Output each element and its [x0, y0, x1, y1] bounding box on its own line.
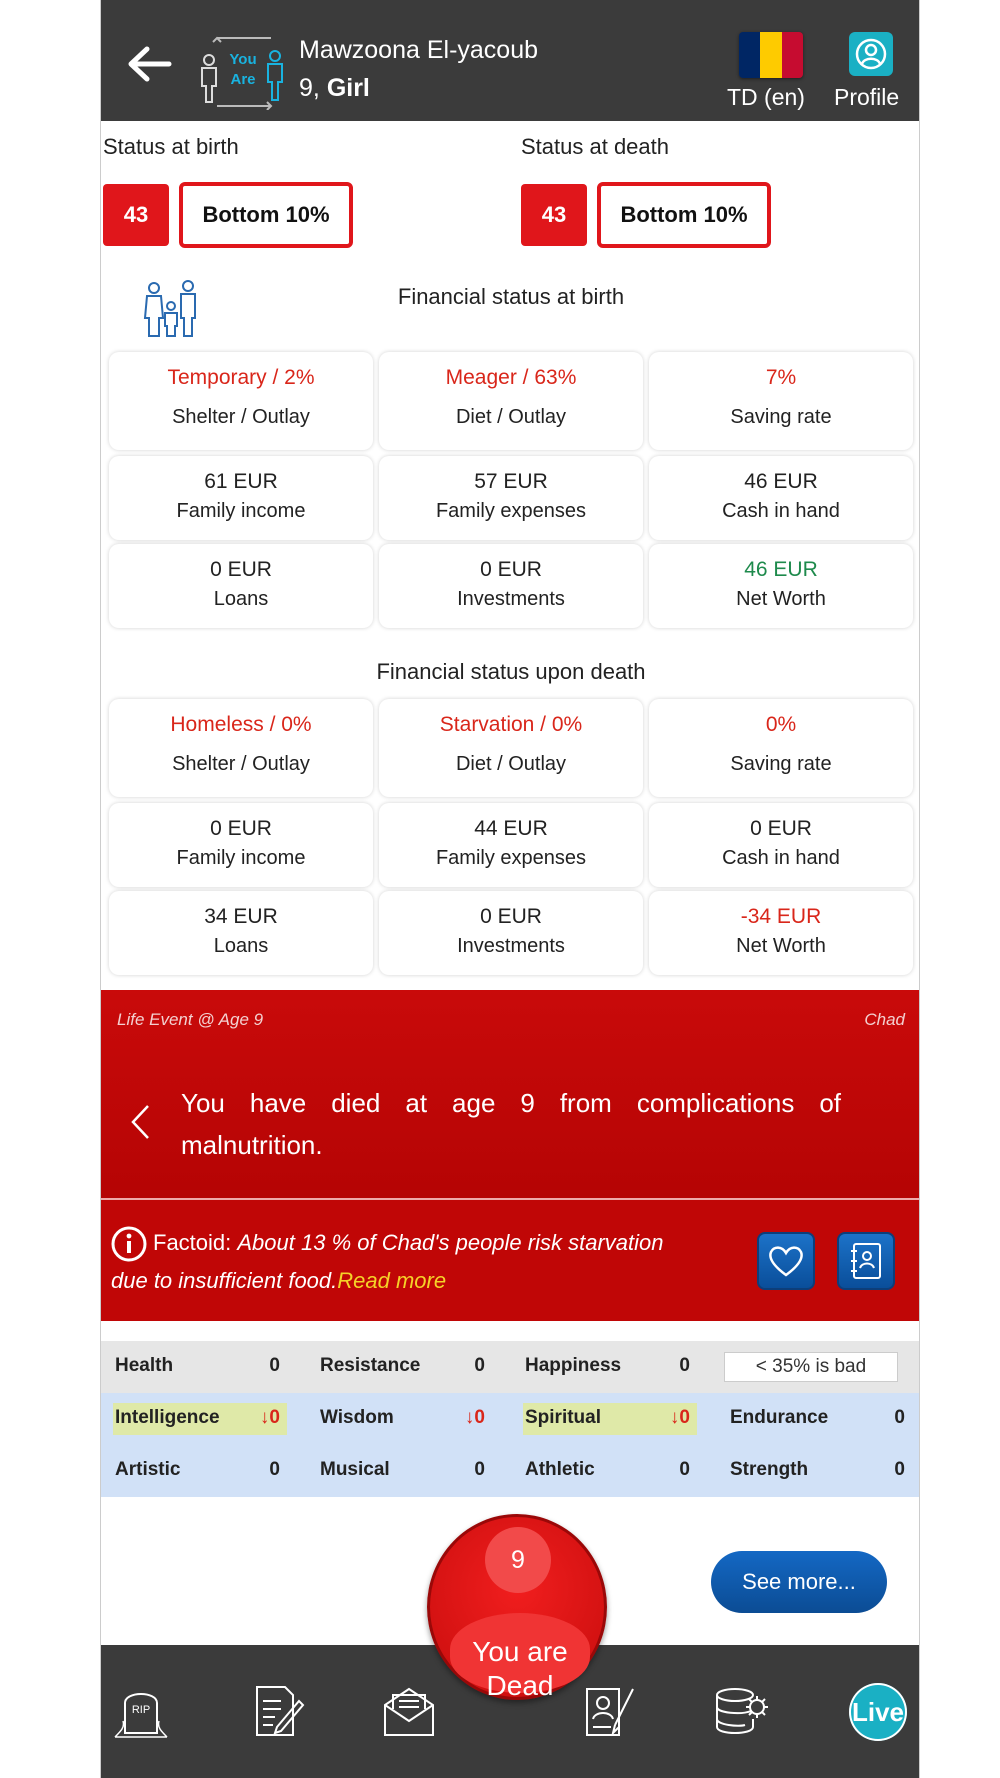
death-saving-cell: 0% Saving rate	[649, 699, 913, 797]
financial-death-title: Financial status upon death	[376, 659, 646, 684]
attr-intelligence: Intelligence ↓0	[101, 1393, 306, 1445]
life-event-country: Chad	[864, 1010, 905, 1029]
attr-resistance: Resistance 0	[320, 1355, 485, 1376]
status-at-death	[521, 134, 748, 227]
app-screen	[100, 0, 920, 1778]
character-name: Mawzoona El-yacoub	[299, 36, 539, 64]
attribute-row	[101, 1393, 920, 1445]
death-income-cell: 0 EUR Family income	[109, 803, 373, 887]
factoid-text: Factoid: About 13 % of Chad's people risk starvation due to insufficient food.Read more	[111, 1230, 664, 1293]
financial-birth-title: Financial status at birth	[397, 284, 625, 309]
status-birth-title: Status at birth	[103, 134, 239, 159]
character-age-gender: 9, Girl	[299, 74, 370, 102]
status-death-score: 43	[521, 184, 587, 246]
database-settings-icon[interactable]	[711, 1681, 771, 1741]
death-networth-cell: -34 EUR Net Worth	[649, 891, 913, 975]
birth-networth-cell: 46 EUR Net Worth	[649, 544, 913, 628]
death-expenses-cell: 44 EUR Family expenses	[379, 803, 643, 887]
status-death-title: Status at death	[521, 134, 669, 159]
attr-athletic: Athletic 0	[525, 1459, 690, 1480]
attr-strength: Strength 0	[730, 1459, 905, 1480]
back-arrow-icon[interactable]	[125, 44, 173, 84]
status-death-bracket: Bottom 10%	[597, 182, 771, 248]
death-loans-cell: 34 EUR Loans	[109, 891, 373, 975]
heart-icon	[767, 1244, 805, 1278]
svg-text:RIP: RIP	[131, 1704, 151, 1716]
chevron-left-icon[interactable]	[129, 1102, 151, 1142]
svg-text:Are: Are	[230, 71, 256, 88]
life-event-panel	[101, 990, 920, 1198]
status-birth-bracket: Bottom 10%	[179, 182, 353, 248]
edit-document-icon[interactable]	[247, 1681, 307, 1741]
attribute-row	[101, 1341, 920, 1393]
birth-investments-cell: 0 EUR Investments	[379, 544, 643, 628]
death-cash-cell: 0 EUR Cash in hand	[649, 803, 913, 887]
attr-artistic: Artistic 0	[115, 1459, 280, 1480]
birth-expenses-cell: 57 EUR Family expenses	[379, 456, 643, 540]
profile-button[interactable]	[849, 32, 893, 76]
read-more-link[interactable]: Read more	[337, 1268, 447, 1293]
dead-text: You are Dead	[472, 1636, 568, 1701]
birth-saving-cell: 7% Saving rate	[649, 352, 913, 450]
live-icon[interactable]: Live	[849, 1683, 907, 1741]
life-event-age: Life Event @ Age 9	[117, 1010, 264, 1029]
journal-button[interactable]	[837, 1232, 895, 1290]
header-bar	[101, 0, 920, 121]
death-shelter-cell: Homeless / 0% Shelter / Outlay	[109, 699, 373, 797]
attr-happiness: Happiness 0	[525, 1355, 690, 1376]
status-at-birth	[103, 134, 330, 227]
attribute-row	[101, 1445, 920, 1497]
see-more-button[interactable]: See more...	[711, 1551, 887, 1613]
death-diet-cell: Starvation / 0% Diet / Outlay	[379, 699, 643, 797]
tombstone-icon[interactable]	[111, 1681, 171, 1741]
birth-loans-cell: 0 EUR Loans	[109, 544, 373, 628]
birth-shelter-cell: Temporary / 2% Shelter / Outlay	[109, 352, 373, 450]
birth-diet-cell: Meager / 63% Diet / Outlay	[379, 352, 643, 450]
you-are-dead-badge[interactable]	[427, 1514, 607, 1700]
status-birth-score: 43	[103, 184, 169, 246]
favorite-button[interactable]	[757, 1232, 815, 1290]
dead-age: 9	[485, 1527, 551, 1593]
death-investments-cell: 0 EUR Investments	[379, 891, 643, 975]
attr-spiritual: Spiritual ↓0	[511, 1393, 716, 1445]
profile-label[interactable]: Profile	[834, 84, 900, 110]
birth-cash-cell: 46 EUR Cash in hand	[649, 456, 913, 540]
attr-wisdom: Wisdom ↓0	[320, 1407, 485, 1428]
birth-income-cell: 61 EUR Family income	[109, 456, 373, 540]
bad-threshold-hint: < 35% is bad	[716, 1341, 920, 1393]
country-flag[interactable]	[739, 32, 803, 78]
attr-endurance: Endurance 0	[730, 1407, 905, 1428]
factoid-panel	[101, 1200, 920, 1321]
country-language-label[interactable]: TD (en)	[727, 84, 805, 110]
contact-book-icon	[848, 1241, 884, 1281]
attr-health: Health 0	[115, 1355, 280, 1376]
attr-musical: Musical 0	[320, 1459, 485, 1480]
svg-text:You: You	[229, 51, 257, 68]
you-are-icon	[197, 34, 287, 110]
user-circle-icon	[854, 37, 888, 71]
life-event-text: You have died at age 9 from complications of malnutrition.	[181, 1088, 841, 1160]
